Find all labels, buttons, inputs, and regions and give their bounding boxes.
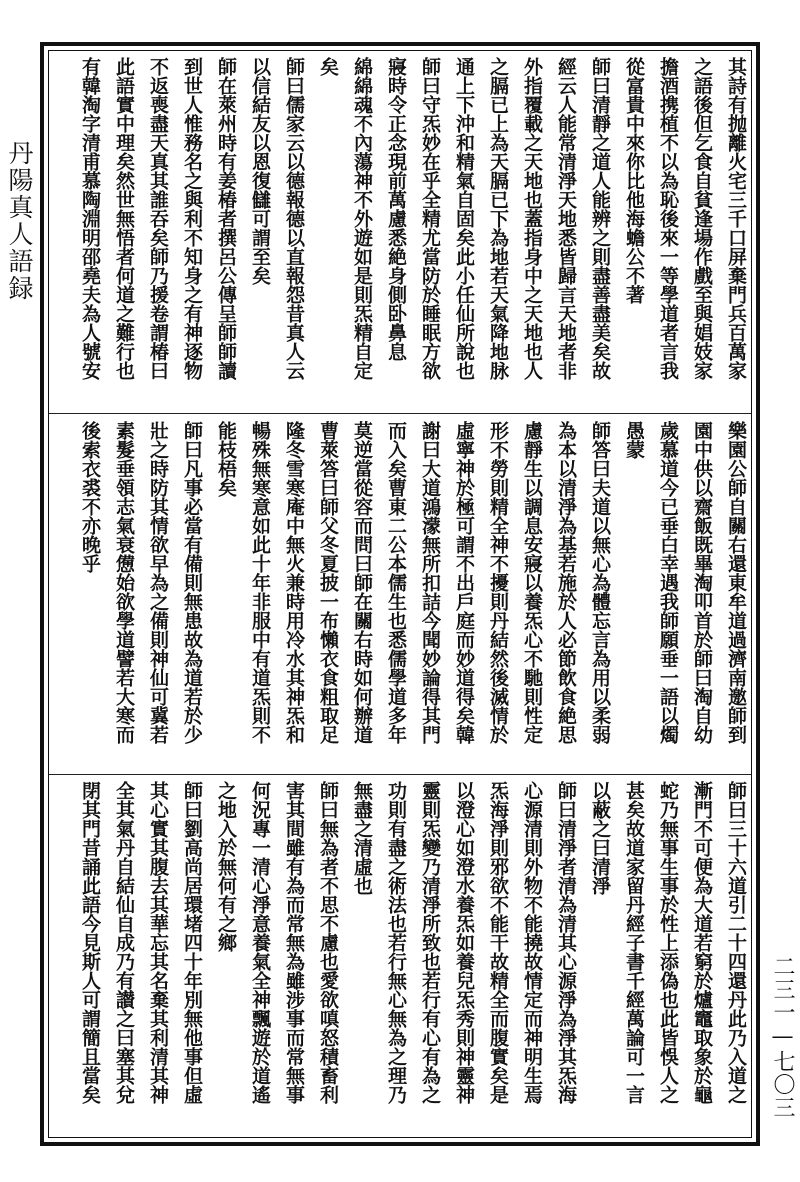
text-column: 之語後但乞食自貧逢場作戲至與娼妓家 [691, 57, 713, 380]
text-column: 歲慕道今已垂白幸遇我師願垂一語以燭 [657, 421, 679, 744]
text-column: 園中供以齋飯既畢淘叩首於師曰淘自幼 [691, 421, 713, 744]
text-column: 莫逆當從容而問曰師在關右時如何辦道 [351, 421, 373, 744]
text-column: 暢殊無寒意如此十年非服中有道炁則不 [249, 421, 271, 744]
text-column: 師在萊州時有姜椿者撰呂公傳呈師師讀 [215, 57, 237, 380]
text-column: 害其間雖有為而常無為雖涉事而常無事 [283, 781, 305, 1104]
text-column: 師曰清靜之道人能辨之則盡善盡美矣故 [589, 57, 611, 380]
text-column: 全其氣丹自結仙自成乃有讃之曰塞其兌 [113, 781, 135, 1104]
text-column: 師答曰夫道以無心為體忘言為用以柔弱 [589, 421, 611, 744]
text-column: 師曰劉高尚居環堵四十年別無他事但虛 [181, 781, 203, 1104]
text-column: 經云人能常清淨天地悉皆歸言天地者非 [555, 57, 577, 380]
text-column: 曹萊答曰師父冬夏披一布懶衣食粗取足 [317, 421, 339, 744]
text-column: 後索衣裘不亦晚乎 [79, 421, 101, 573]
text-column: 師曰三十六道引二十四還丹此乃入道之 [725, 781, 747, 1104]
text-column: 外指覆載之天地也蓋指身中之天地也人 [521, 57, 543, 380]
text-column: 素髮垂領志氣衰憊始欲學道譬若大寒而 [113, 421, 135, 744]
page-inner-border [48, 50, 752, 1138]
text-column: 擔酒携植不以為恥後來一等學道者言我 [657, 57, 679, 380]
text-column: 以澄心如澄水養炁如養兒炁秀則神靈神 [453, 781, 475, 1104]
text-column: 何況專一清心淨意養氣全神飄遊於道遙 [249, 781, 271, 1104]
page-number: 二三一—七〇三 [770, 955, 795, 1119]
text-column: 綿綿魂不內蕩神不外遊如是則炁精自定 [351, 57, 373, 380]
text-column: 為本以清淨為基若施於人必節飲食絶思 [555, 421, 577, 744]
text-column: 形不勞則精全神不擾則丹結然後滅情於 [487, 421, 509, 744]
text-column: 甚矣故道家留丹經子書千經萬論可一言 [623, 781, 645, 1104]
text-column: 有韓淘字清甫慕陶淵明邵堯夫為人號安 [79, 57, 101, 380]
text-column: 而入矣曹東二公本儒生也悉儒學道多年 [385, 421, 407, 744]
text-column: 師曰守炁妙在乎全精尤當防於睡眠方欲 [419, 57, 441, 380]
text-section-top [49, 51, 751, 413]
text-column: 虛寧神於極可謂不出戶庭而妙道得矣韓 [453, 421, 475, 744]
page-frame [40, 42, 760, 1146]
text-column: 閉其門昔誦此語今見斯人可謂簡且當矣 [79, 781, 101, 1104]
text-column: 隆冬雪寒庵中無火兼時用冷水其神炁和 [283, 421, 305, 744]
text-column: 師曰凡事必當有備則無患故為道若於少 [181, 421, 203, 744]
text-column: 師曰儒家云以德報德以直報怨昔真人云 [283, 57, 305, 380]
text-column: 之膈已上為天膈已下為地若天氣降地脉 [487, 57, 509, 380]
section-divider [49, 413, 751, 414]
text-column: 愚蒙 [623, 421, 645, 459]
text-column: 蛇乃無事生事於性上添偽也此皆悞人之 [657, 781, 679, 1104]
text-column: 漸門不可便為大道若窮於爐竈取象於龜 [691, 781, 713, 1104]
text-column: 無盡之清虛也 [351, 781, 373, 895]
text-column: 師曰無為者不思不慮也愛欲嗔怒積畜利 [317, 781, 339, 1104]
text-column: 不返喪盡天真其誰吞矣師乃援卷謂椿曰 [147, 57, 169, 380]
text-column: 寢時令正念現前萬慮悉絶身側卧鼻息 [385, 57, 407, 361]
text-section-middle [49, 415, 751, 773]
text-column: 壯之時防其情欲早為之備則神仙可冀若 [147, 421, 169, 744]
text-column: 到世人惟務名之與利不知身之有神逐物 [181, 57, 203, 380]
book-title: 丹陽真人語録 [5, 140, 34, 302]
text-column: 通上下沖和精氣自固矣此小任仙所說也 [453, 57, 475, 380]
text-column: 此語實中理矣然世無悟者何道之難行也 [113, 57, 135, 380]
text-column: 能枝梧矣 [215, 421, 237, 497]
text-column: 謝曰大道鴻濛無所扣詰今聞妙論得其門 [419, 421, 441, 744]
text-column: 從富貴中來你比他海蟾公不著 [623, 57, 645, 304]
text-column: 之地入於無何有之鄉 [215, 781, 237, 952]
text-column: 以蔽之曰清淨 [589, 781, 611, 895]
text-column: 功則有盡之術法也若行無心無為之理乃 [385, 781, 407, 1104]
text-column: 以信結友以恩復讎可謂至矣 [249, 57, 271, 285]
text-column: 心源清則外物不能撓故情定而神明生焉 [521, 781, 543, 1104]
text-column: 靈則炁變乃清淨所致也若行有心有為之 [419, 781, 441, 1104]
text-column: 慮靜生以調息安寢以養炁心不馳則性定 [521, 421, 543, 744]
text-column: 其心實其腹去其華忘其名棄其利清其神 [147, 781, 169, 1104]
text-column: 師曰清淨者清為清其心源淨為淨其炁海 [555, 781, 577, 1104]
text-column: 炁海淨則邪欲不能干故精全而腹實矣是 [487, 781, 509, 1104]
text-column: 矣 [317, 57, 339, 76]
text-column: 其詩有抛離火宅三千口屏棄門兵百萬家 [725, 57, 747, 380]
text-section-bottom [49, 775, 751, 1145]
text-column: 樂園公師自關右還東牟道過濟南邀師到 [725, 421, 747, 744]
